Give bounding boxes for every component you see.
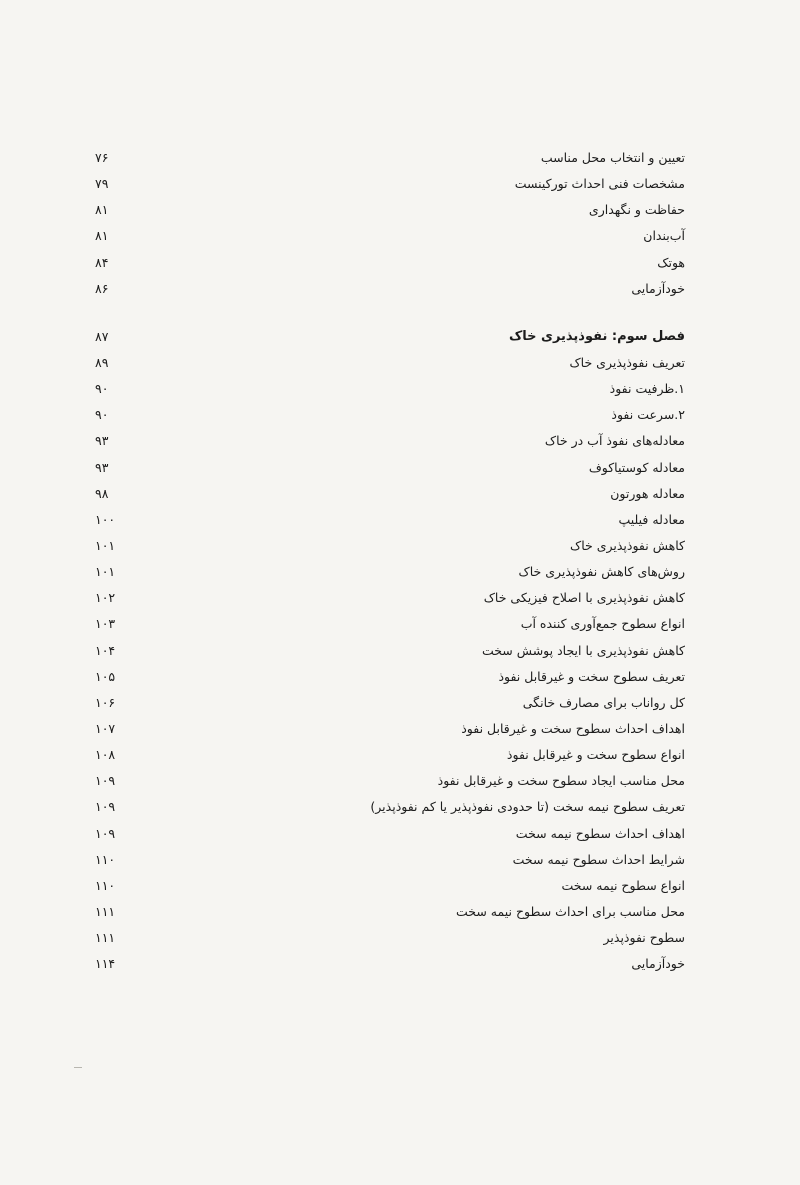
toc-entry-title: حفاظت و نگهداری <box>588 202 685 218</box>
toc-entry-title: کاهش نفوذپذیری با اصلاح فیزیکی خاک <box>483 590 685 606</box>
page-mark <box>74 1067 82 1068</box>
toc-entry <box>95 665 685 691</box>
toc-entry-page: ۱۰۶ <box>95 694 116 710</box>
toc-entry-title: محل مناسب برای احداث سطوح نیمه سخت <box>456 903 685 919</box>
toc-entry <box>95 926 685 952</box>
toc-entry <box>95 351 685 377</box>
toc-entry-page: ۱۰۹ <box>95 799 116 815</box>
toc-entry-page: ۱۱۰ <box>95 877 116 893</box>
toc-entry-title: معادله هورتون <box>610 485 685 501</box>
toc-entry-title: تعریف سطوح سخت و غیرقابل نفوذ <box>498 668 685 684</box>
toc-entry-page: ۹۰ <box>95 381 109 397</box>
toc-entry-page: ۹۳ <box>95 433 109 449</box>
toc-entry <box>95 146 685 172</box>
toc-entry-page: ۱۰۴ <box>95 642 116 658</box>
toc-entry-title: ۱.ظرفیت نفوذ <box>609 381 685 397</box>
toc-entry-page: ۱۱۴ <box>95 956 116 972</box>
toc-entry-page: ۷۹ <box>95 176 109 192</box>
toc-entry-page: ۱۱۰ <box>95 851 116 867</box>
toc-entry-page: ۱۰۵ <box>95 668 116 684</box>
toc-entry <box>95 534 685 560</box>
toc-entry-title: سطوح نفوذپذیر <box>603 930 685 946</box>
toc-entry-page: ۹۳ <box>95 459 109 475</box>
toc-entry-page: ۸۹ <box>95 354 109 370</box>
toc-entry <box>95 717 685 743</box>
toc-entry-page: ۸۶ <box>95 280 109 296</box>
toc-entry-page: ۱۰۰ <box>95 511 116 527</box>
toc-entry <box>95 822 685 848</box>
toc-entry-page: ۱۱۱ <box>95 903 116 919</box>
toc-entry-title: آب‌بندان <box>643 228 685 244</box>
toc-entry-title: روش‌های کاهش نفوذپذیری خاک <box>518 564 685 580</box>
toc-entry <box>95 691 685 717</box>
toc-entry-page: ۹۰ <box>95 407 109 423</box>
toc-entry-title: تعریف نفوذپذیری خاک <box>569 354 685 370</box>
chapter-title: فصل سوم: نفوذپذیری خاک <box>508 328 685 344</box>
toc-entry-title: اهداف احداث سطوح نیمه سخت <box>515 825 685 841</box>
toc-entry <box>95 952 685 978</box>
toc-entry <box>95 429 685 455</box>
toc-entry-page: ۷۶ <box>95 150 109 165</box>
toc-entry <box>95 377 685 403</box>
toc-entry <box>95 769 685 795</box>
section-spacer <box>95 303 685 325</box>
toc-entry-page: ۸۴ <box>95 254 109 270</box>
toc-entry-title: کل رواناب برای مصارف خانگی <box>522 694 685 710</box>
toc-entry-title: معادله کوستیاکوف <box>588 459 685 475</box>
toc-entry-page: ۸۱ <box>95 228 109 244</box>
toc-entry-title: اهداف احداث سطوح سخت و غیرقابل نفوذ <box>461 720 685 736</box>
toc-entry <box>95 612 685 638</box>
toc-entry-title: شرایط احداث سطوح نیمه سخت <box>512 851 685 867</box>
toc-entry-page: ۱۰۸ <box>95 747 116 763</box>
toc-entry <box>95 900 685 926</box>
toc-entry-title: انواع سطوح جمع‌آوری کننده آب <box>520 616 685 632</box>
toc-entry-page: ۱۰۳ <box>95 616 116 632</box>
toc-entry <box>95 251 685 277</box>
toc-entry-page: ۱۰۹ <box>95 773 116 789</box>
chapter-page: ۸۷ <box>95 328 109 344</box>
toc-entry-title: کاهش نفوذپذیری با ایجاد پوشش سخت <box>481 642 685 658</box>
toc-entry-page: ۱۰۲ <box>95 590 116 606</box>
toc-entry-page: ۹۸ <box>95 485 109 501</box>
toc-entry-title: مشخصات فنی احداث تورکینست <box>514 176 685 192</box>
toc-entry-title: خودآزمایی <box>631 280 685 296</box>
toc-entry <box>95 456 685 482</box>
toc-entry <box>95 639 685 665</box>
toc-entry <box>95 795 685 821</box>
toc-entry <box>95 172 685 198</box>
toc-entry-title: هوتک <box>657 254 685 270</box>
toc-entry-page: ۱۰۱ <box>95 537 116 553</box>
toc-entry-page: ۱۰۷ <box>95 720 116 736</box>
toc-entry-title: تعیین و انتخاب محل مناسب <box>540 150 685 165</box>
toc-entry <box>95 560 685 586</box>
toc-entry-title: خودآزمایی <box>631 956 685 972</box>
toc-entry-title: معادله فیلیپ <box>618 511 685 527</box>
toc-entry <box>95 224 685 250</box>
toc-entry-title: انواع سطوح نیمه سخت <box>561 877 685 893</box>
toc-entry-page: ۱۱۱ <box>95 930 116 946</box>
toc-entry-page: ۸۱ <box>95 202 109 218</box>
toc-entry-title: انواع سطوح سخت و غیرقابل نفوذ <box>506 747 685 763</box>
toc-entry <box>95 848 685 874</box>
toc-entry <box>95 277 685 303</box>
chapter-heading <box>95 325 685 351</box>
toc-entry <box>95 586 685 612</box>
toc-entry <box>95 482 685 508</box>
toc-entry-title: تعریف سطوح نیمه سخت (تا حدودی نفوذپذیر یا کم نفوذپذیر) <box>370 799 685 815</box>
toc-entry-page: ۱۰۱ <box>95 564 116 580</box>
toc-entry <box>95 874 685 900</box>
toc-entry-title: کاهش نفوذپذیری خاک <box>570 537 685 553</box>
table-of-contents <box>95 146 685 978</box>
toc-entry-title: محل مناسب ایجاد سطوح سخت و غیرقابل نفوذ <box>437 773 685 789</box>
toc-entry <box>95 508 685 534</box>
toc-entry-page: ۱۰۹ <box>95 825 116 841</box>
toc-entry-title: ۲.سرعت نفوذ <box>611 407 685 423</box>
toc-entry <box>95 198 685 224</box>
toc-entry <box>95 403 685 429</box>
toc-entry <box>95 743 685 769</box>
toc-entry-title: معادله‌های نفوذ آب در خاک <box>544 433 685 449</box>
